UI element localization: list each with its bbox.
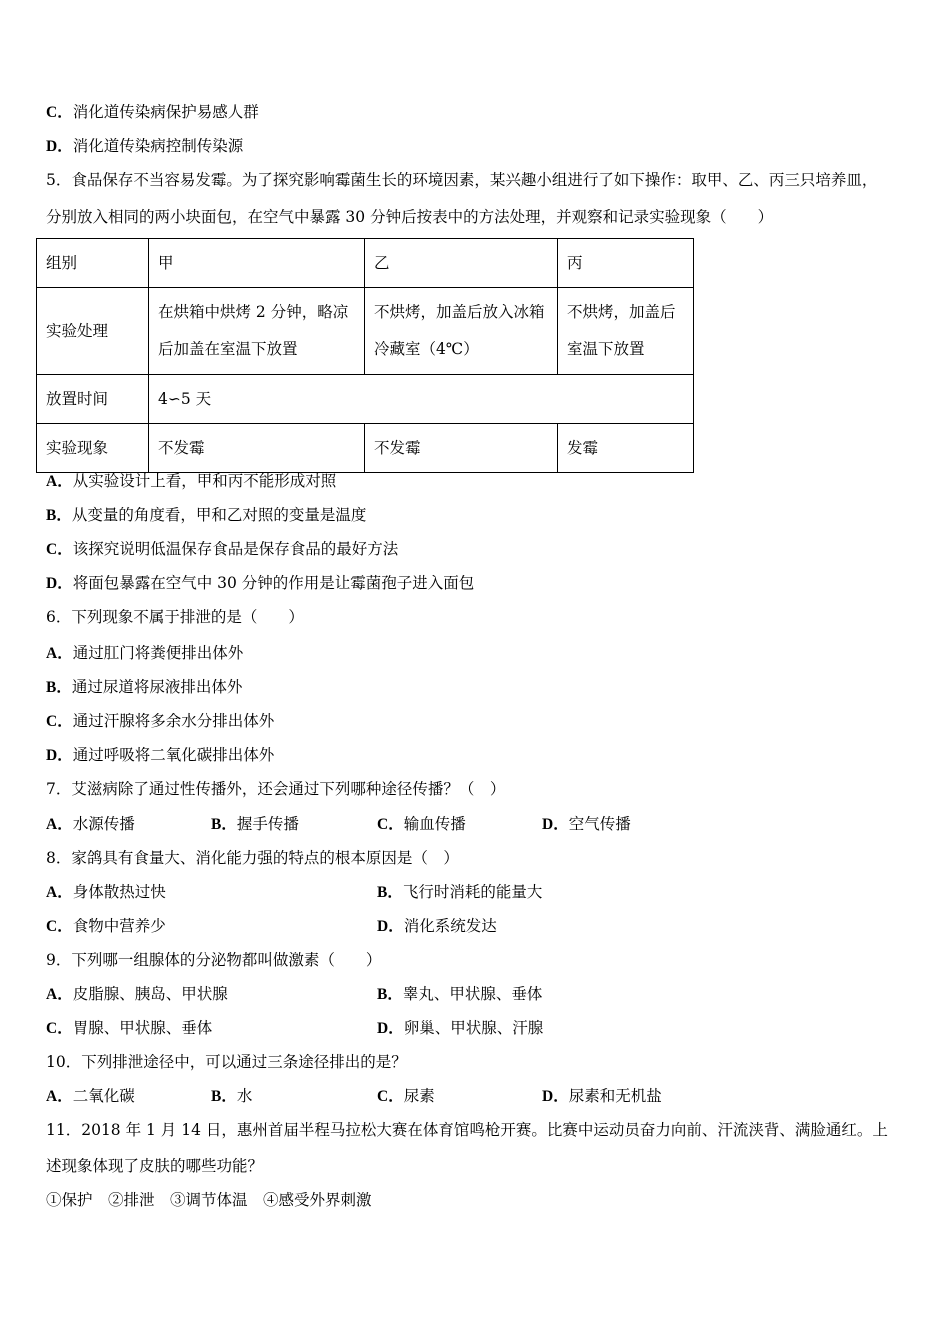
table-cell: 放置时间 — [37, 375, 149, 424]
q8-option-d: D．消化系统发达 — [377, 917, 497, 935]
table-cell: 发霉 — [558, 424, 694, 473]
q6-option-d: D．通过呼吸将二氧化碳排出体外 — [46, 746, 275, 764]
q8-option-a: A．身体散热过快 — [46, 883, 166, 901]
q7-option-d: D．空气传播 — [542, 815, 631, 833]
q10-option-b: B．水 — [211, 1087, 253, 1105]
q9-stem: 9．下列哪一组腺体的分泌物都叫做激素（ ） — [46, 951, 382, 969]
q7-stem: 7．艾滋病除了通过性传播外，还会通过下列哪种途径传播？（ ） — [46, 780, 506, 798]
q11-stem-line1: 11．2018 年 1 月 14 日，惠州首届半程马拉松大赛在体育馆鸣枪开赛。比赛中运动员奋力向前、汗流浃背、满脸通红。上 — [46, 1121, 888, 1139]
table-row-result — [37, 424, 694, 473]
table-cell: 实验处理 — [37, 288, 149, 375]
table-cell: 乙 — [365, 239, 558, 288]
q6-option-a: A．通过肛门将粪便排出体外 — [46, 644, 244, 662]
q8-stem: 8．家鸽具有食量大、消化能力强的特点的根本原因是（ ） — [46, 849, 459, 867]
q10-option-c: C．尿素 — [377, 1087, 435, 1105]
q6-option-b: B．通过尿道将尿液排出体外 — [46, 678, 243, 696]
q5-option-b: B．从变量的角度看，甲和乙对照的变量是温度 — [46, 506, 367, 524]
q7-option-c: C．输血传播 — [377, 815, 466, 833]
q5-option-d: D．将面包暴露在空气中 30 分钟的作用是让霉菌孢子进入面包 — [46, 574, 475, 592]
q11-choices: ①保护 ②排泄 ③调节体温 ④感受外界刺激 — [46, 1191, 372, 1209]
q10-stem: 10．下列排泄途径中，可以通过三条途径排出的是？ — [46, 1053, 407, 1071]
q4-option-c: C．消化道传染病保护易感人群 — [46, 103, 259, 121]
table-cell: 4∽5 天 — [149, 375, 694, 424]
q7-option-b: B．握手传播 — [211, 815, 299, 833]
table-cell: 不发霉 — [365, 424, 558, 473]
q5-experiment-table — [36, 238, 694, 473]
q5-option-a: A．从实验设计上看，甲和丙不能形成对照 — [46, 472, 337, 490]
q5-option-c: C．该探究说明低温保存食品是保存食品的最好方法 — [46, 540, 399, 558]
q10-option-a: A．二氧化碳 — [46, 1087, 135, 1105]
table-cell: 在烘箱中烘烤 2 分钟，略凉后加盖在室温下放置 — [149, 288, 365, 375]
table-cell: 丙 — [558, 239, 694, 288]
q9-option-b: B．睾丸、甲状腺、垂体 — [377, 985, 543, 1003]
q7-option-a: A．水源传播 — [46, 815, 135, 833]
q4-option-d: D．消化道传染病控制传染源 — [46, 137, 244, 155]
table-row-treatment — [37, 288, 694, 375]
table-cell: 不烘烤，加盖后放入冰箱冷藏室（4℃） — [365, 288, 558, 375]
q5-stem-line2: 分别放入相同的两小块面包，在空气中暴露 30 分钟后按表中的方法处理，并观察和记录实验现象（ ） — [46, 208, 774, 226]
table-cell: 甲 — [149, 239, 365, 288]
table-row-time — [37, 375, 694, 424]
table-cell: 实验现象 — [37, 424, 149, 473]
table-cell: 不烘烤，加盖后室温下放置 — [558, 288, 694, 375]
q6-option-c: C．通过汗腺将多余水分排出体外 — [46, 712, 275, 730]
q8-option-b: B．飞行时消耗的能量大 — [377, 883, 543, 901]
q9-option-c: C．胃腺、甲状腺、垂体 — [46, 1019, 213, 1037]
q10-option-d: D．尿素和无机盐 — [542, 1087, 662, 1105]
q11-stem-line2: 述现象体现了皮肤的哪些功能？ — [46, 1157, 264, 1175]
table-cell: 不发霉 — [149, 424, 365, 473]
q9-option-a: A．皮脂腺、胰岛、甲状腺 — [46, 985, 228, 1003]
q9-option-d: D．卵巢、甲状腺、汗腺 — [377, 1019, 544, 1037]
q8-option-c: C．食物中营养少 — [46, 917, 166, 935]
q6-stem: 6．下列现象不属于排泄的是（ ） — [46, 608, 304, 626]
q5-stem-line1: 5．食品保存不当容易发霉。为了探究影响霉菌生长的环境因素，某兴趣小组进行了如下操作：取甲、乙、丙三只培养皿， — [46, 171, 878, 189]
table-row-header — [37, 239, 694, 288]
table-cell: 组别 — [37, 239, 149, 288]
